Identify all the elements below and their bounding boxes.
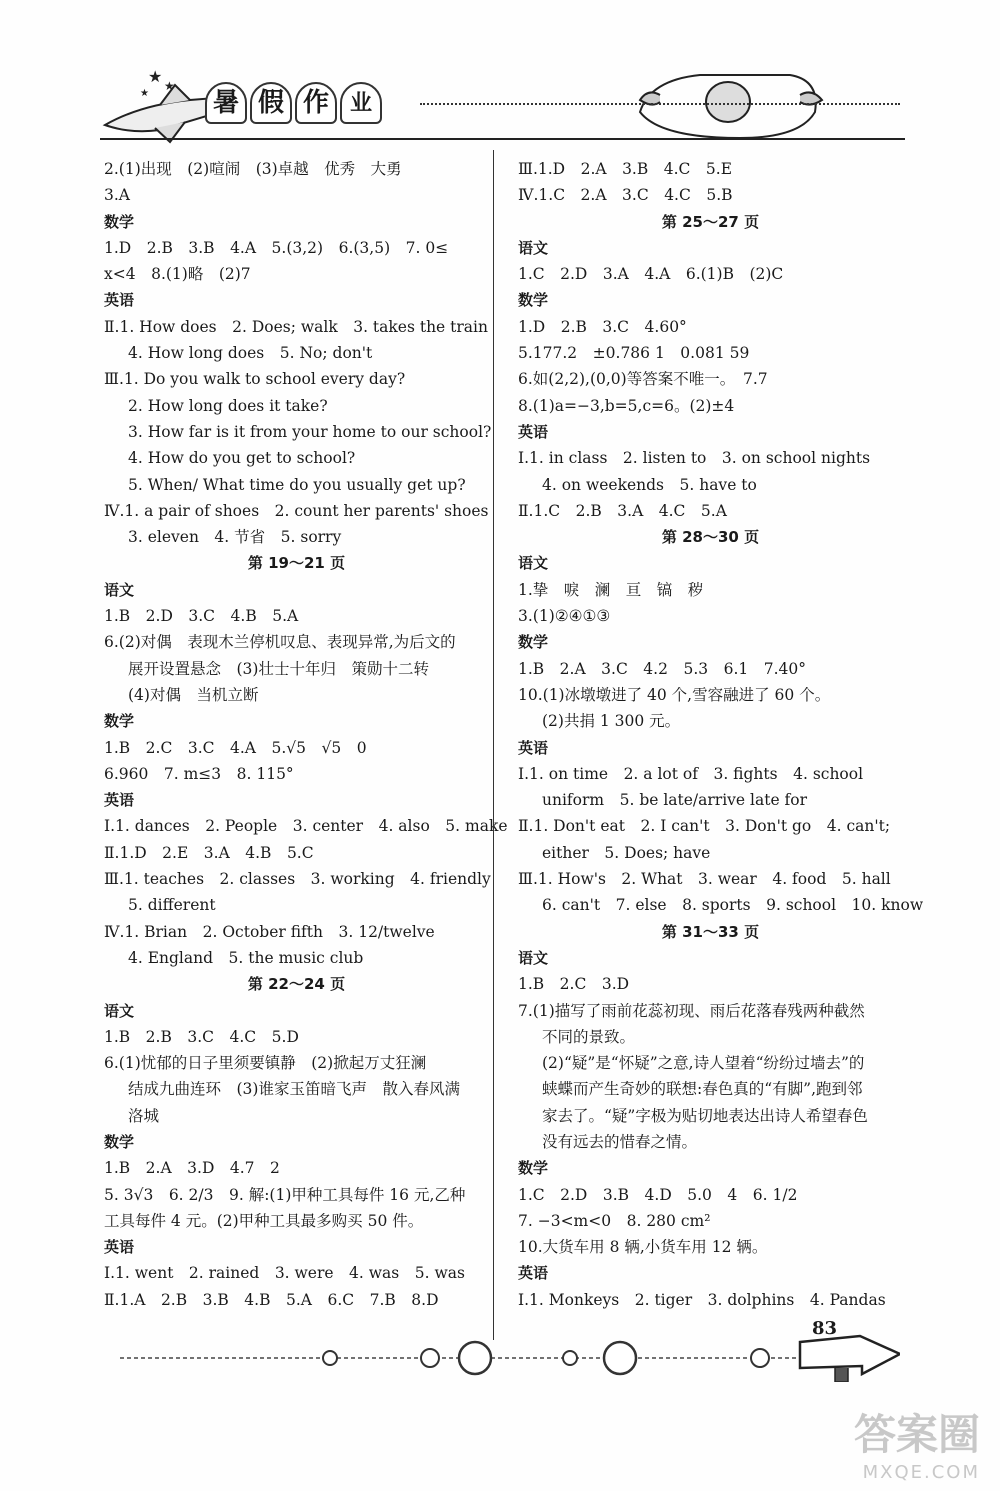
subject-heading: 数学 (104, 1132, 135, 1151)
answer-line: 不同的景致。 (542, 1027, 636, 1046)
subject-heading: 英语 (518, 1264, 549, 1283)
answer-line: 3.(1)②④①③ (518, 607, 611, 626)
answer-line: (2)共捐 1 300 元。 (542, 712, 681, 731)
answer-line: 5. 3√3 6. 2/3 9. 解:(1)甲种工具每件 16 元,乙种 (104, 1185, 466, 1204)
answer-line: 5. When/ What time do you usually get up? (128, 475, 466, 494)
subject-heading: 英语 (104, 291, 135, 310)
answer-line: Ⅳ.1.C 2.A 3.C 4.C 5.B (518, 186, 733, 205)
subject-heading: 数学 (104, 212, 135, 231)
answer-line: (4)对偶 当机立断 (128, 685, 259, 704)
column-divider (493, 150, 494, 1340)
answer-line: 6.(1)忧郁的日子里须要镇静 (2)掀起万丈狂澜 (104, 1054, 427, 1073)
answer-line: 1.B 2.A 3.C 4.2 5.3 6.1 7.40° (518, 659, 807, 678)
answer-line: 结成九曲连环 (3)谁家玉笛暗飞声 散入春风满 (128, 1080, 460, 1099)
page-range-heading: 第 22～24 页 (247, 975, 346, 994)
answer-line: 7.(1)描写了雨前花蕊初现、雨后花落春残两种截然 (518, 1001, 865, 1020)
answer-line: Ⅲ.1. How's 2. What 3. wear 4. food 5. hall (518, 870, 891, 889)
answer-column-left (104, 156, 508, 1313)
answer-line: 3.A (104, 186, 130, 205)
answer-line: 10.(1)冰墩墩进了 40 个,雪容融进了 60 个。 (518, 685, 831, 704)
answer-line: 5. different (128, 896, 216, 915)
answer-line: (2)“疑”是“怀疑”之意,诗人望着“纷纷过墙去”的 (542, 1054, 865, 1073)
answer-line: 6. can't 7. else 8. sports 9. school 10. know (542, 896, 924, 915)
subject-heading: 数学 (104, 712, 135, 731)
answer-line: Ⅰ.1. on time 2. a lot of 3. fights 4. school (518, 764, 864, 783)
subject-heading: 语文 (518, 238, 549, 257)
header-title-char: 假 (250, 82, 292, 124)
answer-column-right (518, 156, 924, 1313)
answer-line: Ⅳ.1. a pair of shoes 2. count her parents' shoes (104, 501, 489, 520)
header-title-char: 业 (340, 82, 382, 124)
answer-line: 4. on weekends 5. have to (542, 475, 757, 494)
footer-decoration (100, 1322, 900, 1382)
answer-line: 6.(2)对偶 表现木兰停机叹息、表现异常,为后文的 (104, 633, 456, 652)
answer-line: 1.挚 唳 澜 亘 镐 秽 (518, 580, 704, 599)
answer-line: 1.B 2.C 3.D (518, 975, 630, 994)
answer-line: 7. −3<m<0 8. 280 cm² (518, 1211, 711, 1230)
answer-line: 10.大货车用 8 辆,小货车用 12 辆。 (518, 1238, 768, 1257)
answer-line: 4. How long does 5. No; don't (128, 344, 373, 363)
answer-line: 家去了。“疑”字极为贴切地表达出诗人希望春色 (542, 1106, 868, 1125)
page-range-heading: 第 28～30 页 (661, 528, 760, 547)
answer-line: Ⅰ.1. Monkeys 2. tiger 3. dolphins 4. Pandas (518, 1290, 886, 1309)
subject-heading: 语文 (104, 580, 135, 599)
answer-line: Ⅲ.1. Do you walk to school every day? (104, 370, 406, 389)
answer-line: Ⅱ.1.A 2.B 3.B 4.B 5.A 6.C 7.B 8.D (104, 1290, 439, 1309)
header-title-char: 作 (295, 82, 337, 124)
svg-text:★: ★ (140, 88, 149, 99)
answer-line: 2.(1)出现 (2)喧闹 (3)卓越 优秀 大勇 (104, 160, 402, 178)
answer-line: Ⅱ.1.C 2.B 3.A 4.C 5.A (518, 501, 727, 520)
subject-heading: 英语 (518, 422, 549, 441)
answer-line: 1.B 2.A 3.D 4.7 2 (104, 1159, 280, 1178)
page-range-heading: 第 19～21 页 (247, 554, 346, 573)
subject-heading: 语文 (518, 948, 549, 967)
answer-line: Ⅱ.1.D 2.E 3.A 4.B 5.C (104, 843, 314, 862)
answer-line: 6.960 7. m≤3 8. 115° (104, 764, 294, 783)
answer-line: Ⅰ.1. in class 2. listen to 3. on school nights (518, 449, 871, 468)
answer-line: 8.(1)a=−3,b=5,c=6。(2)±4 (518, 396, 735, 415)
page-range-heading: 第 31～33 页 (661, 922, 760, 941)
answer-line: 3. How far is it from your home to our school? (128, 422, 492, 441)
answer-line: 工具每件 4 元。(2)甲种工具最多购买 50 件。 (104, 1211, 424, 1230)
answer-line: 没有远去的惜春之情。 (542, 1132, 698, 1151)
subject-heading: 英语 (104, 791, 135, 810)
answer-line: 蛱蝶而产生奇妙的联想:春色真的“有脚”,跑到邻 (542, 1080, 863, 1099)
subject-heading: 语文 (518, 554, 549, 573)
subject-heading: 数学 (518, 291, 549, 310)
answer-line: 洛城 (128, 1106, 160, 1125)
answer-line: Ⅰ.1. dances 2. People 3. center 4. also 5. make (104, 817, 508, 836)
answer-line: 2. How long does it take? (128, 396, 328, 415)
page-range-heading: 第 25～27 页 (661, 212, 760, 231)
answer-line: Ⅱ.1. Don't eat 2. I can't 3. Don't go 4. can't; (518, 817, 891, 836)
answer-line: either 5. Does; have (542, 843, 711, 862)
header-dotted-line (420, 103, 900, 105)
answer-line: Ⅳ.1. Brian 2. October fifth 3. 12/twelve (104, 922, 435, 941)
answer-line: 1.B 2.B 3.C 4.C 5.D (104, 1027, 299, 1046)
answer-line: uniform 5. be late/arrive late for (542, 791, 808, 810)
header-rule (100, 138, 905, 140)
watermark-text: 答案圈 (853, 1410, 980, 1459)
answer-line: 1.D 2.B 3.B 4.A 5.(3,2) 6.(3,5) 7. 0≤ (104, 238, 449, 257)
answer-line: 3. eleven 4. 节省 5. sorry (128, 528, 342, 547)
answer-line: Ⅲ.1.D 2.A 3.B 4.C 5.E (518, 160, 733, 178)
answer-line: 6.如(2,2),(0,0)等答案不唯一。 7.7 (518, 370, 768, 389)
subject-heading: 数学 (518, 1159, 549, 1178)
answer-line: Ⅰ.1. went 2. rained 3. were 4. was 5. was (104, 1264, 465, 1283)
subject-heading: 语文 (104, 1001, 135, 1020)
answer-line: 展开设置悬念 (3)壮士十年归 策勋十二转 (128, 659, 429, 678)
answer-line: 1.C 2.D 3.B 4.D 5.0 4 6. 1/2 (518, 1185, 798, 1204)
header-title-char: 暑 (205, 82, 247, 124)
answer-line: 4. How do you get to school? (128, 449, 356, 468)
answer-line: 1.D 2.B 3.C 4.60° (518, 317, 687, 336)
subject-heading: 英语 (104, 1238, 135, 1257)
svg-text:★: ★ (148, 67, 163, 86)
watermark (854, 1402, 980, 1483)
answer-line: Ⅲ.1. teaches 2. classes 3. working 4. friendly (104, 870, 491, 889)
answer-line: 1.C 2.D 3.A 4.A 6.(1)B (2)C (518, 265, 784, 284)
page-number: 83 (812, 1318, 838, 1339)
subject-heading: 数学 (518, 633, 549, 652)
answer-line: 1.B 2.C 3.C 4.A 5.√5 √5 0 (104, 738, 367, 757)
answer-line: x<4 8.(1)略 (2)7 (104, 265, 251, 284)
svg-text:★: ★ (164, 79, 175, 93)
answer-line: 5.177.2 ±0.786 1 0.081 59 (518, 344, 750, 363)
subject-heading: 英语 (518, 738, 549, 757)
answer-line: Ⅱ.1. How does 2. Does; walk 3. takes the train (104, 317, 488, 336)
watermark-url: MXQE.COM (862, 1462, 980, 1483)
answer-line: 1.B 2.D 3.C 4.B 5.A (104, 607, 299, 626)
answer-line: 4. England 5. the music club (128, 948, 364, 967)
